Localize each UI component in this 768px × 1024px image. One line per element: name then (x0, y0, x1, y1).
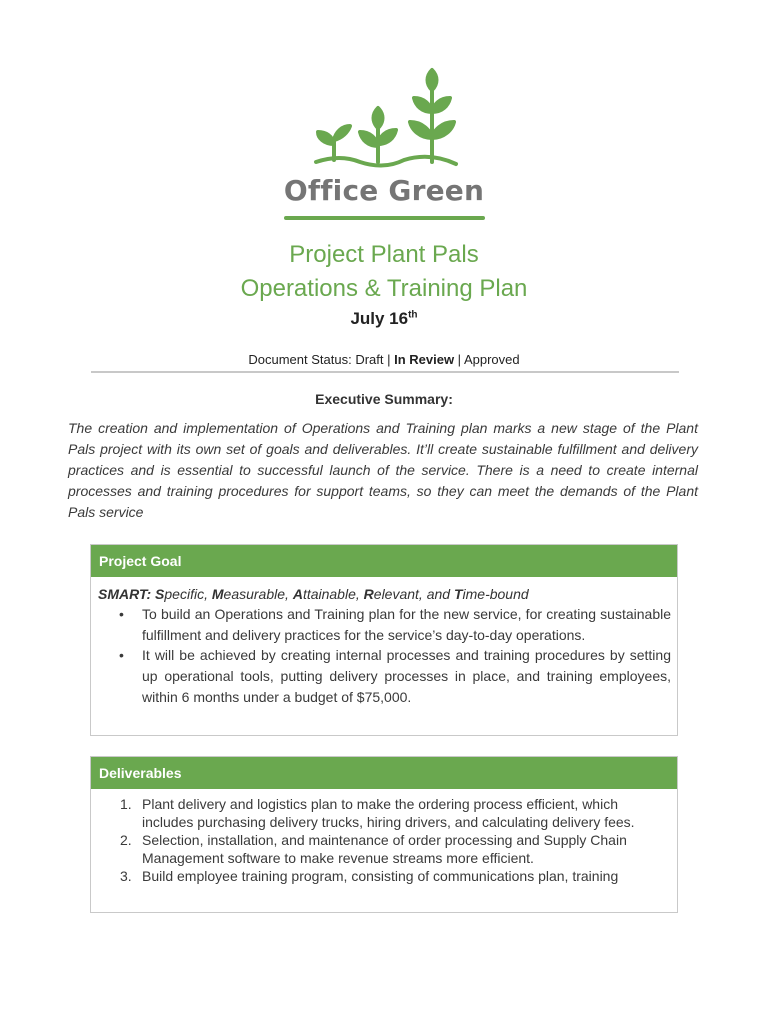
smart-term: easurable, (223, 586, 293, 602)
item-number: 2. (120, 832, 132, 848)
goal-text: It will be achieved by creating internal processes and training procedures by setting up operational tools, putting delivery processes in place, and training employees, within 6 months under a budget of $75,000. (142, 647, 671, 705)
list-item (91, 604, 677, 645)
project-goal-section (90, 544, 678, 736)
deliverable-text: Selection, installation, and maintenance of order processing and Supply Chain Management software to make revenue streams more efficient. (142, 832, 627, 866)
item-number: 1. (120, 796, 132, 812)
deliverable-text: Plant delivery and logistics plan to make the ordering process efficient, which includes purchasing delivery trucks, hiring drivers, and calculating delivery fees. (142, 796, 635, 830)
goal-list (91, 604, 677, 708)
goal-text: To build an Operations and Training plan for the new service, for creating sustainable fulfillment and delivery practices for the service’s day-to-day operations. (142, 606, 671, 643)
smart-initial: S (155, 586, 165, 602)
smart-label: SMART: (98, 586, 152, 602)
smart-initial: T (453, 586, 463, 602)
logo-underline (284, 216, 485, 220)
list-item (91, 867, 677, 885)
bullet-icon: • (119, 647, 124, 664)
sprouting-plants-icon (280, 66, 488, 172)
list-item (91, 795, 677, 831)
plan-title: Operations & Training Plan (240, 275, 528, 302)
status-divider (91, 371, 679, 373)
item-number: 3. (120, 868, 132, 884)
smart-term: elevant, and (373, 586, 454, 602)
list-item (91, 831, 677, 867)
logo-wordmark: Office Green (283, 174, 485, 207)
status-rest: | Approved (454, 352, 520, 367)
smart-initial: R (363, 586, 374, 602)
deliverable-text: Build employee training program, consisting of communications plan, training (142, 868, 619, 884)
document-status (0, 352, 768, 367)
status-current: In Review (394, 352, 455, 367)
smart-initial: A (292, 586, 303, 602)
deliverables-section (90, 756, 678, 913)
project-goal-heading: Project Goal (91, 545, 677, 577)
executive-summary-body: The creation and implementation of Operations and Training plan marks a new stage of the Plant Pals project with its own set of goals and deliverables. It’ll create sustainable fulfillment and delivery practices and is essential to successful launch of the service. There is a need to create internal processes and training procedures for support teams, so they can meet the demands of the Plant Pals service (68, 420, 698, 520)
project-title: Project Plant Pals (289, 241, 479, 268)
smart-initial: M (211, 586, 224, 602)
executive-summary-heading: Executive Summary: (315, 391, 453, 407)
status-label: Document Status: Draft | (248, 352, 395, 367)
deliverables-list (91, 795, 677, 885)
deliverables-heading: Deliverables (91, 757, 677, 789)
date-text: July 16 (350, 309, 409, 328)
office-green-logo (280, 66, 488, 226)
smart-term: ttainable, (302, 586, 364, 602)
smart-criteria (98, 584, 677, 604)
bullet-icon: • (119, 606, 124, 622)
list-item (91, 645, 677, 707)
smart-term: pecific, (164, 586, 212, 602)
document-date (0, 309, 768, 329)
smart-term: ime-bound (462, 586, 529, 602)
date-suffix: th (408, 309, 418, 321)
